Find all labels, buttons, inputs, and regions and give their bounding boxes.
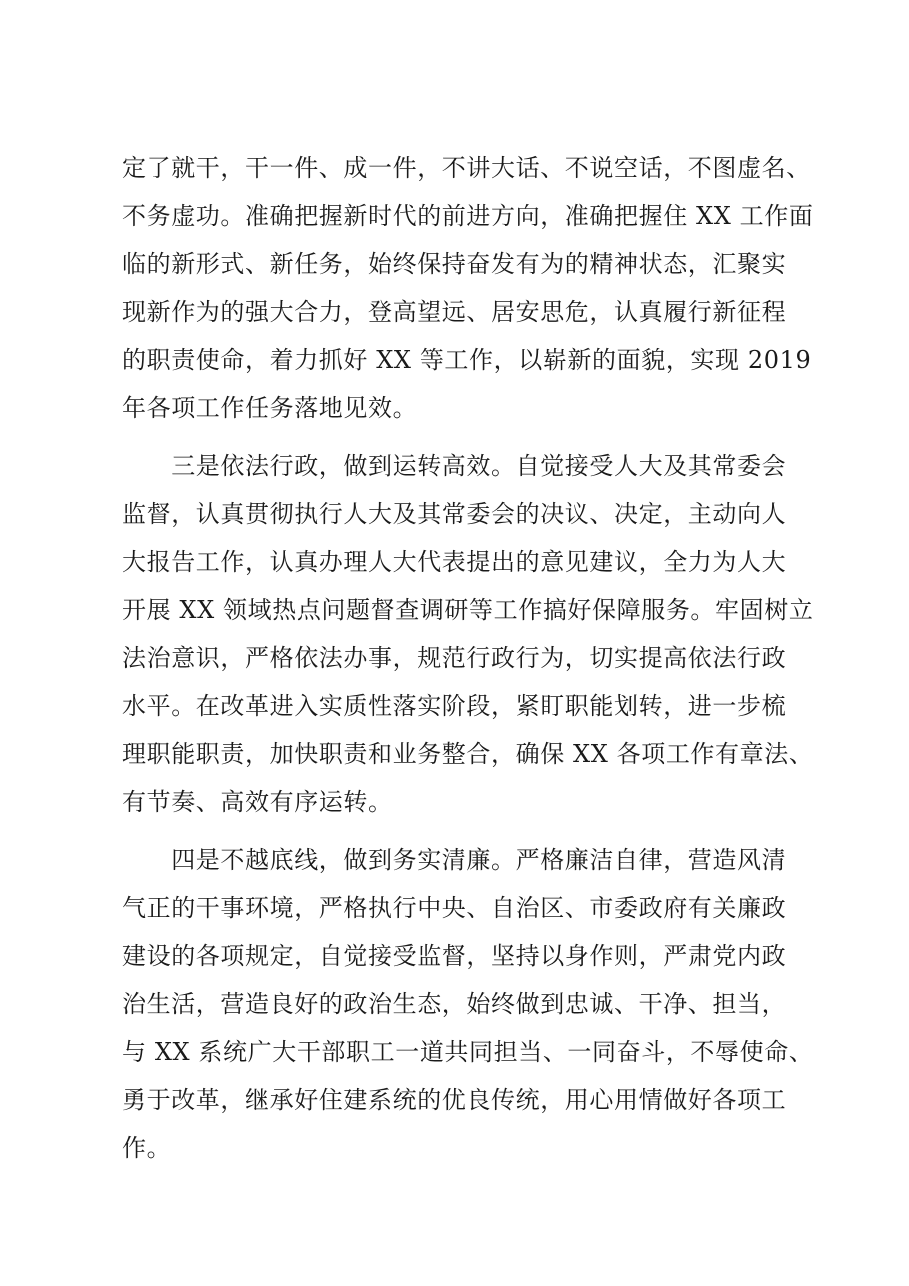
text-line: 开展 XX 领域热点问题督查调研等工作搞好保障服务。牢固树立 [122,596,814,624]
text-line: 建设的各项规定，自觉接受监督，坚持以身作则，严肃党内政 [122,942,787,970]
text-line: 大报告工作，认真办理人大代表提出的意见建议，全力为人大 [122,548,787,576]
text-line: 四是不越底线，做到务实清廉。严格廉洁自律，营造风清 [122,846,787,874]
text-line: 作。 [122,1134,172,1162]
text-line: 与 XX 系统广大干部职工一道共同担当、一同奋斗，不辱使命、 [122,1038,814,1066]
text-line: 气正的干事环境，严格执行中央、自治区、市委政府有关廉政 [122,894,787,922]
paragraph-2 [122,442,822,826]
text-line: 临的新形式、新任务，始终保持奋发有为的精神状态，汇聚实 [122,250,787,278]
text-line: 年各项工作任务落地见效。 [122,394,418,422]
paragraph-spacer [122,432,822,442]
text-line: 现新作为的强大合力，登高望远、居安思危，认真履行新征程 [122,298,787,326]
text-line: 水平。在改革进入实质性落实阶段，紧盯职能划转，进一步梳 [122,692,787,720]
text-line: 监督，认真贯彻执行人大及其常委会的决议、决定，主动向人 [122,500,787,528]
text-line: 不务虚功。准确把握新时代的前进方向，准确把握住 XX 工作面 [122,202,814,230]
text-line: 法治意识，严格依法办事，规范行政行为，切实提高依法行政 [122,644,787,672]
text-line: 勇于改革，继承好住建系统的优良传统，用心用情做好各项工 [122,1086,787,1114]
text-line: 理职能职责，加快职责和业务整合，确保 XX 各项工作有章法、 [122,740,814,768]
text-line: 治生活，营造良好的政治生态，始终做到忠诚、干净、担当， [122,990,787,1018]
paragraph-3 [122,836,822,1172]
text-line: 三是依法行政，做到运转高效。自觉接受人大及其常委会 [122,452,787,480]
document-body [122,144,822,1172]
text-line: 定了就干，干一件、成一件，不讲大话、不说空话，不图虚名、 [122,154,811,182]
paragraph-spacer [122,826,822,836]
text-line: 的职责使命，着力抓好 XX 等工作，以崭新的面貌，实现 2019 [122,346,812,374]
paragraph-1 [122,144,822,432]
text-line: 有节奏、高效有序运转。 [122,788,393,816]
